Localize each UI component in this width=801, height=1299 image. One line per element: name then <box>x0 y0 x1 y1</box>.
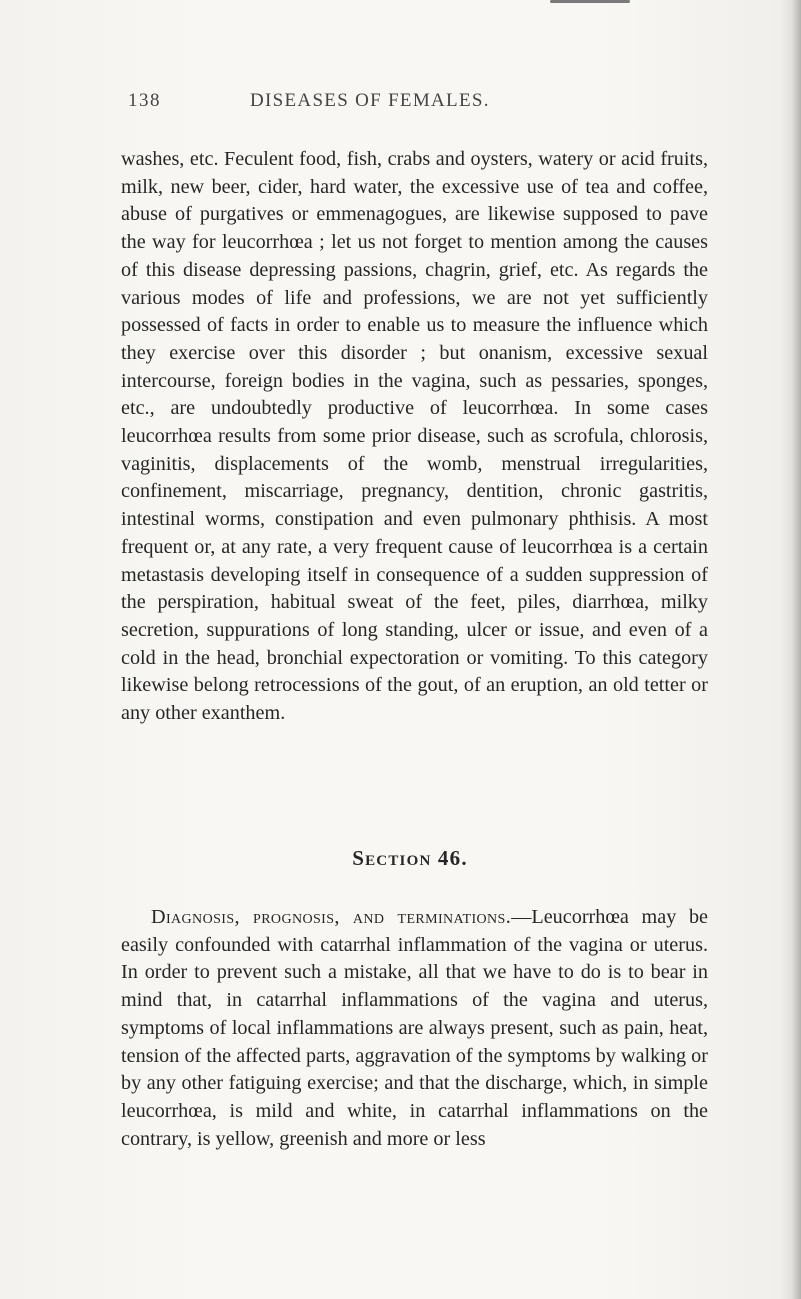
paragraph-lead-in: Diagnosis, prognosis, and terminations. <box>151 906 512 928</box>
section-heading: Section 46. <box>352 846 468 870</box>
body-paragraph-2 <box>121 904 708 1153</box>
page-edge-shadow <box>781 0 801 1299</box>
top-edge-mark <box>550 0 630 3</box>
running-title: DISEASES OF FEMALES. <box>250 90 490 111</box>
page-number: 138 <box>128 90 161 111</box>
paragraph-2-text: —Leucorrhœa may be easily confounded with catarrhal inflammation of the vagina or uterus. In order to prevent such a mistake, all that we have to do is to bear in mind that, in catarrhal inflammations of the vagina and uterus, symptoms of local inflammations are always present, such as pain, heat, tension of the affected parts, aggravation of the symptoms by walking or by any other fatiguing exercise; and that the discharge, which, in simple leucorrhœa, is mild and white, in catarrhal inflammations on the contrary, is yellow, greenish and more or less <box>121 906 709 1150</box>
body-paragraph-1: washes, etc. Feculent food, fish, crabs and oysters, watery or acid fruits, milk, new beer, cider, hard water, the excessive use of tea and coffee, abuse of purgatives or emmenagogues, are likewise supposed to pave the way for leucorrhœa ; let us not forget to mention among the causes of this disease depressing passions, chagrin, grief, etc. As regards the various modes of life and professions, we are not yet sufficiently possessed of facts in order to enable us to measure the influence which they exercise over this disorder ; but onanism, excessive sexual intercourse, foreign bodies in the vagina, such as pessaries, sponges, etc., are undoubtedly productive of leucorrhœa. In some cases leucorrhœa results from some prior disease, such as scrofula, chlorosis, vaginitis, displacements of the womb, menstrual irregularities, confinement, miscarriage, pregnancy, dentition, chronic gastritis, intestinal worms, constipation and even pulmonary phthisis. A most frequent or, at any rate, a very frequent cause of leucorrhœa is a certain metastasis developing itself in consequence of a sudden suppression of the perspiration, habitual sweat of the feet, piles, diarrhœa, milky secretion, suppurations of long standing, ulcer or issue, and even of a cold in the head, bronchial expectoration or vomiting. To this category likewise belong retrocessions of the gout, of an eruption, an old tetter or any other exanthem. <box>121 148 708 725</box>
page-header <box>128 90 718 116</box>
